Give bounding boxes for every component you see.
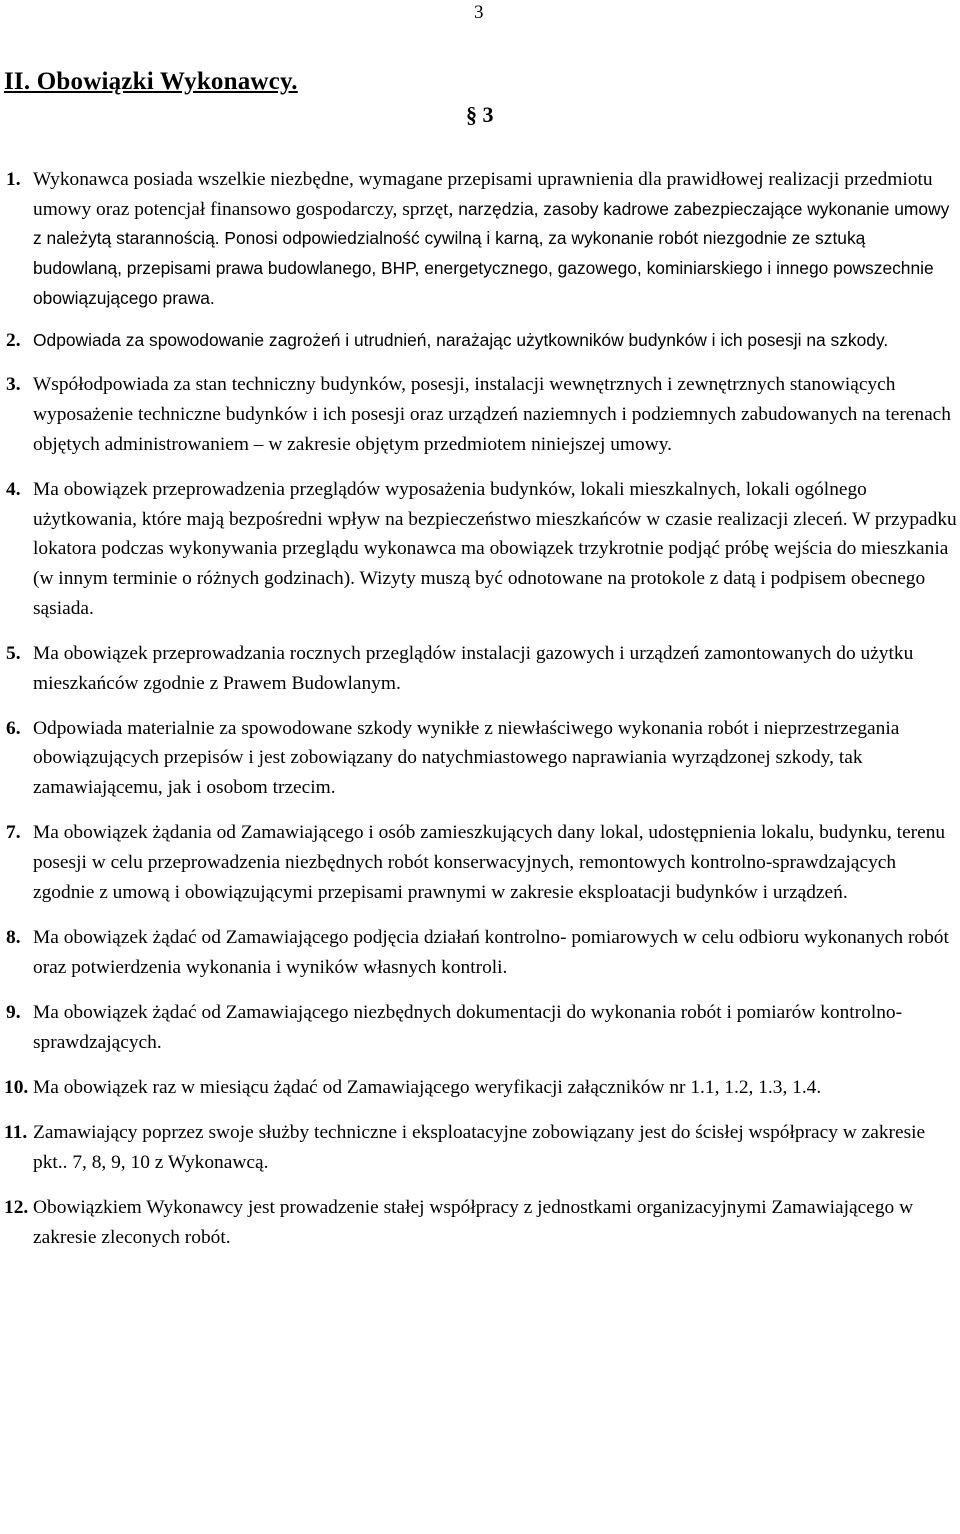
list-item-text: Ma obowiązek przeprowadzania rocznych przeglądów instalacji gazowych i urządzeń zamontowanych do użytku mieszkańców zgodnie z Prawem Budowlanym. [33,642,914,694]
list-item-number: 7. [6,822,21,844]
list-item-text [33,165,958,314]
list-item-text: Odpowiada za spowodowanie zagrożeń i utrudnień, narażając użytkowników budynków i ich posesji na szkody. [33,329,889,350]
list-item-number: 8. [6,926,21,948]
list-item [0,923,958,982]
list-item-text: Ma obowiązek żądać od Zamawiającego podjęcia działań kontrolno- pomiarowych w celu odbioru wykonanych robót oraz potwierdzenia wykonania i wyników własnych kontroli. [33,926,949,978]
list-item-text: Obowiązkiem Wykonawcy jest prowadzenie stałej współpracy z jednostkami organizacyjnymi Zamawiającego w zakresie zleconych robót. [33,1196,914,1248]
list-item-number: 9. [6,1001,21,1023]
list-item-number: 1. [6,169,21,190]
list-item-text: Ma obowiązek żądać od Zamawiającego niezbędnych dokumentacji do wykonania robót i pomiarów kontrolno-sprawdzających. [33,1001,903,1053]
paragraph-section-mark: § 3 [466,102,494,127]
list-item-text: Odpowiada materialnie za spowodowane szkody wynikłe z niewłaściwego wykonania robót i nieprzestrzegania obowiązujących przepisów i jest zobowiązany do natychmiastowego naprawiania wyrządzonej szkody, tak zamawiającemu, jak i osobom trzecim. [33,717,900,799]
list-item [0,639,958,698]
page-number: 3 [474,2,484,23]
list-item-number: 4. [6,478,21,500]
list-item-number: 2. [6,329,21,351]
list-item-text: Ma obowiązek żądania od Zamawiającego i osób zamieszkujących dany lokal, udostępnienia lokalu, budynku, terenu posesji w celu przeprowadzenia niezbędnych robót konserwacyjnych, remontowych kontrolno-sprawdzających zgodnie z umową i obowiązującymi przepisami prawnymi w zakresie eksploatacji budynków i urządzeń. [33,822,946,903]
obligations-list [0,165,958,1268]
list-item-text: Ma obowiązek raz w miesiącu żądać od Zamawiającego weryfikacji załączników nr 1.1, 1.2, 1.3, 1.4. [33,1076,822,1098]
list-item-text: Współodpowiada za stan techniczny budynków, posesji, instalacji wewnętrznych i zewnętrznych stanowiących wyposażenie techniczne budynków i ich posesji oraz urządzeń naziemnych i podziemnych zabudowanych na terenach objętych administrowaniem – w zakresie objętym przedmiotem niniejszej umowy. [33,374,951,455]
list-item-number: 5. [6,642,21,664]
list-item-number: 6. [6,717,21,739]
list-item [0,714,958,803]
section-heading: II. Obowiązki Wykonawcy. [4,68,298,95]
list-item-text: Ma obowiązek przeprowadzenia przeglądów wyposażenia budynków, lokali mieszkalnych, lokali ogólnego użytkowania, które mają bezpośredni wpływ na bezpieczeństwo mieszkańców w czasie realizacji zleceń. W przypadku lokatora podczas wykonywania przeglądu wykonawca ma obowiązek trzykrotnie podjąć próbę wejścia do mieszkania (w innym terminie o różnych godzinach). Wizyty muszą być odnotowane na protokole z datą i podpisem obecnego sąsiada. [33,478,957,619]
list-item [0,165,958,314]
list-item [0,1193,958,1252]
list-item [0,1118,958,1177]
list-item [0,818,958,907]
list-item [0,475,958,624]
list-item [0,326,958,356]
list-item [0,1073,958,1103]
list-item-text: Zamawiający poprzez swoje służby techniczne i eksploatacyjne zobowiązany jest do ścisłej współpracy w zakresie pkt.. 7, 8, 9, 10 z Wykonawcą. [33,1121,926,1173]
list-item-text-part: Wykonawca posiada wszelkie niezbędne, wymagane przepisami uprawnienia dla prawidłowej realizacji przedmiotu umowy oraz potencjał finansowo gospodarczy, sprzęt, [33,169,933,220]
list-item [0,370,958,459]
list-item-number: 3. [6,374,21,396]
list-item-number: 10. [4,1076,29,1098]
list-item-text-part: narzędzia, zasoby kadrowe zabezpieczające wykonanie umowy z należytą starannością. Ponosi odpowiedzialność cywilną i karną, za wykonanie robót niezgodnie ze sztuką budowlaną, przepisami prawa budowlanego, BHP, energetycznego, gazowego, kominiarskiego i innego powszechnie obowiązującego prawa. [33,198,950,308]
list-item [0,998,958,1057]
list-item-number: 11. [4,1121,28,1143]
list-item-number: 12. [4,1196,29,1218]
